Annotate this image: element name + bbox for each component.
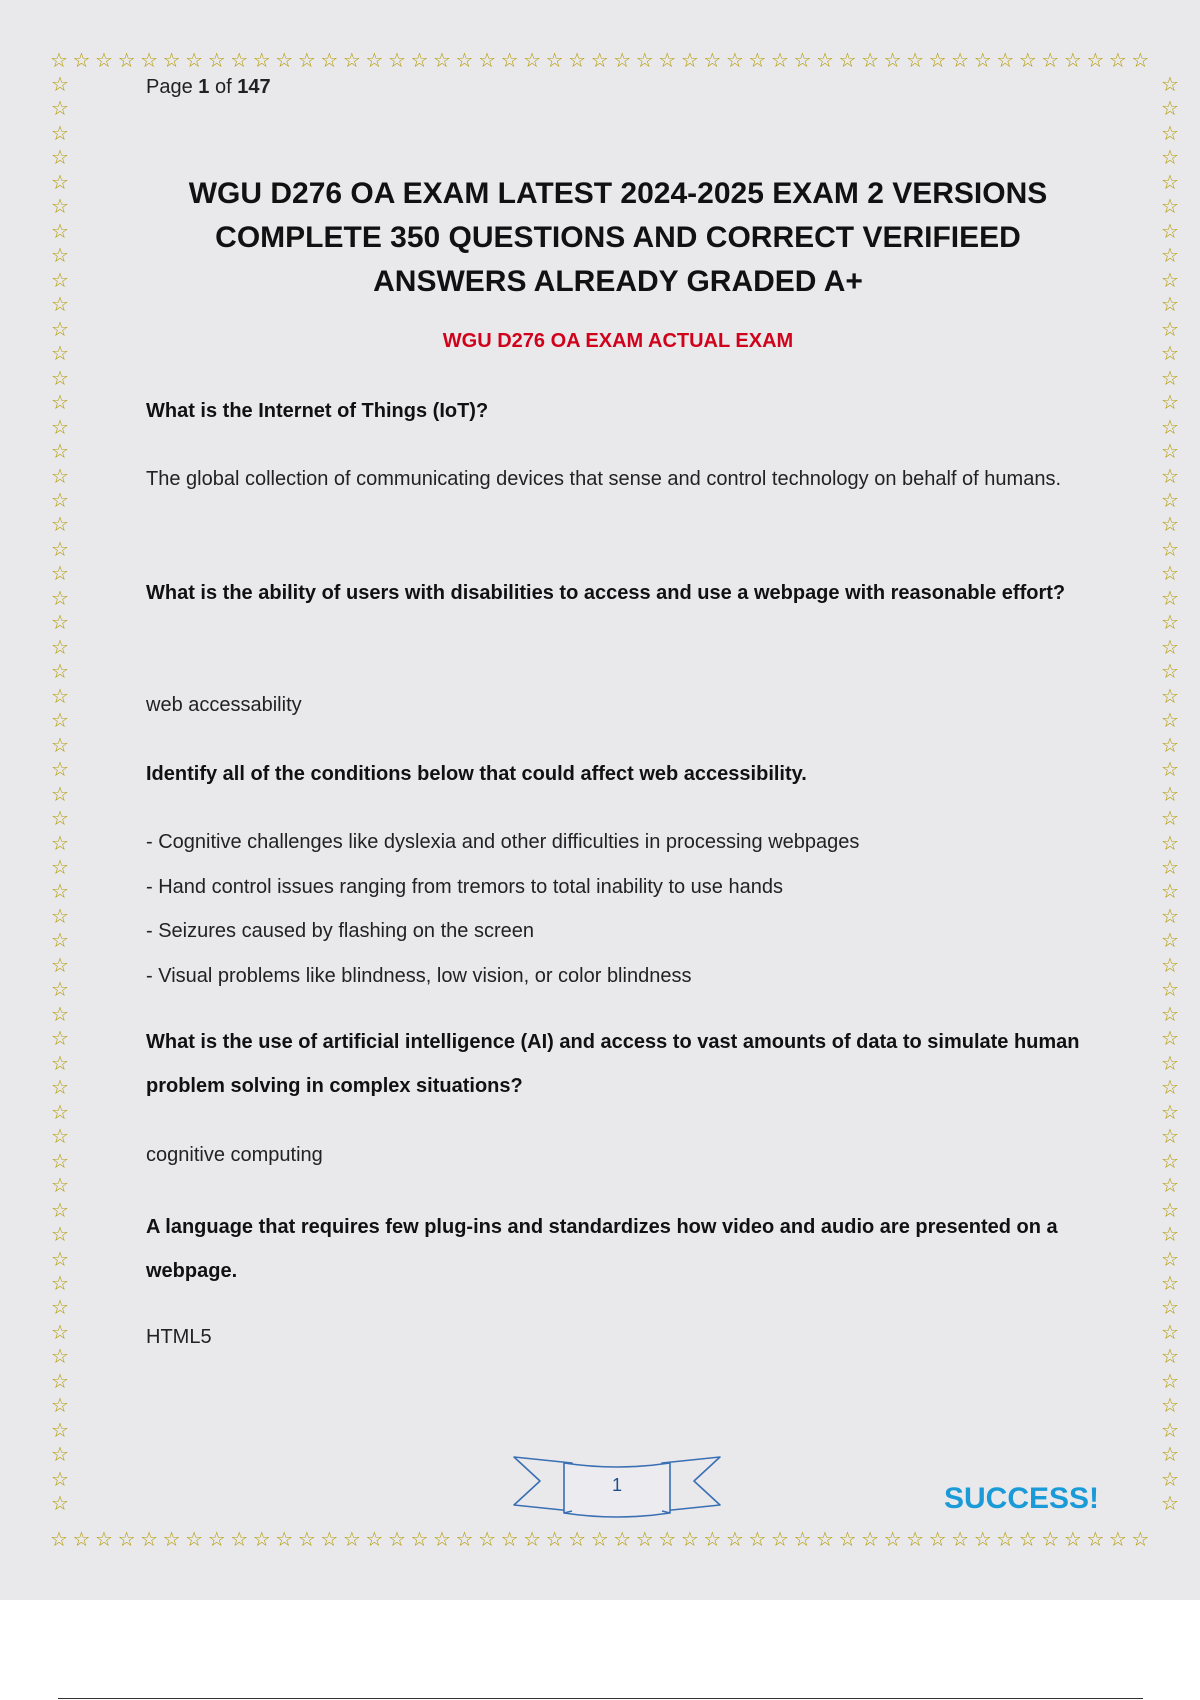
border-star-icon: ☆ <box>1161 1075 1179 1100</box>
border-star-icon: ☆ <box>1161 316 1179 341</box>
border-star-icon: ☆ <box>51 708 69 733</box>
border-star-icon: ☆ <box>1161 536 1179 561</box>
border-star-icon: ☆ <box>51 74 69 96</box>
star-border-top: ☆☆☆☆☆☆☆☆☆☆☆☆☆☆☆☆☆☆☆☆☆☆☆☆☆☆☆☆☆☆☆☆☆☆☆☆☆☆☆☆☆☆☆☆☆☆☆☆☆ <box>50 50 1154 72</box>
border-star-icon: ☆ <box>1161 683 1179 708</box>
border-star-icon: ☆ <box>1161 879 1179 904</box>
border-star-icon: ☆ <box>51 634 69 659</box>
question-1: What is the Internet of Things (IoT)? <box>146 400 489 422</box>
border-star-icon: ☆ <box>51 96 69 121</box>
border-star-icon: ☆ <box>51 855 69 879</box>
border-star-icon: ☆ <box>51 879 69 904</box>
border-star-icon: ☆ <box>1161 1197 1179 1222</box>
border-star-icon: ☆ <box>1161 659 1179 684</box>
page-word: Page <box>146 76 193 98</box>
border-star-icon: ☆ <box>51 292 69 317</box>
border-star-icon: ☆ <box>1161 1026 1179 1051</box>
total-pages: 147 <box>237 76 271 98</box>
border-star-icon: ☆ <box>51 1124 69 1149</box>
border-star-icon: ☆ <box>1161 74 1179 96</box>
border-star-icon: ☆ <box>1161 585 1179 610</box>
border-star-icon: ☆ <box>1161 757 1179 782</box>
border-star-icon: ☆ <box>51 439 69 464</box>
border-star-icon: ☆ <box>51 1148 69 1173</box>
border-star-icon: ☆ <box>1161 218 1179 243</box>
border-star-icon: ☆ <box>1161 1417 1179 1442</box>
border-star-icon: ☆ <box>51 610 69 635</box>
border-star-icon: ☆ <box>1161 903 1179 928</box>
border-star-icon: ☆ <box>1161 1344 1179 1369</box>
border-star-icon: ☆ <box>1161 365 1179 390</box>
border-star-icon: ☆ <box>51 1344 69 1369</box>
border-star-icon: ☆ <box>1161 952 1179 977</box>
border-star-icon: ☆ <box>51 1222 69 1247</box>
page-counter <box>146 76 271 99</box>
border-star-icon: ☆ <box>1161 292 1179 317</box>
border-star-icon: ☆ <box>1161 855 1179 879</box>
border-star-icon: ☆ <box>51 1270 69 1295</box>
border-star-icon: ☆ <box>51 487 69 512</box>
border-star-icon: ☆ <box>51 218 69 243</box>
border-star-icon: ☆ <box>51 683 69 708</box>
border-star-icon: ☆ <box>1161 414 1179 439</box>
border-star-icon: ☆ <box>51 781 69 806</box>
border-star-icon: ☆ <box>51 1099 69 1124</box>
border-star-icon: ☆ <box>51 561 69 586</box>
border-star-icon: ☆ <box>51 1075 69 1100</box>
border-star-icon: ☆ <box>51 512 69 537</box>
title-line-1: WGU D276 OA EXAM LATEST 2024-2025 EXAM 2 VERSIONS <box>188 177 1048 210</box>
border-star-icon: ☆ <box>51 341 69 366</box>
border-star-icon: ☆ <box>1161 732 1179 757</box>
border-star-icon: ☆ <box>51 1417 69 1442</box>
border-star-icon: ☆ <box>1161 512 1179 537</box>
border-star-icon: ☆ <box>51 145 69 170</box>
star-border-left <box>51 74 75 1514</box>
answer-3-line-4: - Visual problems like blindness, low vision, or color blindness <box>146 965 692 987</box>
border-star-icon: ☆ <box>51 243 69 268</box>
border-star-icon: ☆ <box>51 830 69 855</box>
border-star-icon: ☆ <box>1161 487 1179 512</box>
border-star-icon: ☆ <box>1161 806 1179 831</box>
border-star-icon: ☆ <box>51 1442 69 1467</box>
border-star-icon: ☆ <box>51 903 69 928</box>
border-star-icon: ☆ <box>1161 1099 1179 1124</box>
border-star-icon: ☆ <box>1161 169 1179 194</box>
footer-page-number: 1 <box>611 1475 622 1495</box>
border-star-icon: ☆ <box>51 757 69 782</box>
border-star-icon: ☆ <box>1161 1442 1179 1467</box>
border-star-icon: ☆ <box>51 1001 69 1026</box>
border-star-icon: ☆ <box>1161 194 1179 219</box>
border-star-icon: ☆ <box>51 1295 69 1320</box>
border-star-icon: ☆ <box>1161 634 1179 659</box>
border-star-icon: ☆ <box>51 1393 69 1418</box>
border-star-icon: ☆ <box>1161 1246 1179 1271</box>
border-star-icon: ☆ <box>1161 561 1179 586</box>
border-star-icon: ☆ <box>51 1319 69 1344</box>
border-star-icon: ☆ <box>51 1026 69 1051</box>
border-star-icon: ☆ <box>1161 145 1179 170</box>
border-star-icon: ☆ <box>1161 267 1179 292</box>
border-star-icon: ☆ <box>1161 1491 1179 1514</box>
question-3: Identify all of the conditions below that could affect web accessibility. <box>146 763 807 785</box>
star-border-right <box>1161 74 1185 1514</box>
page-number-ribbon <box>512 1453 722 1523</box>
border-star-icon: ☆ <box>1161 1148 1179 1173</box>
border-star-icon: ☆ <box>51 414 69 439</box>
border-star-icon: ☆ <box>51 120 69 145</box>
question-4: What is the use of artificial intelligence (AI) and access to vast amounts of data to simulate human problem solving in complex situations? <box>146 1031 1080 1097</box>
success-label: SUCCESS! <box>944 1482 1100 1515</box>
border-star-icon: ☆ <box>51 536 69 561</box>
border-star-icon: ☆ <box>51 1197 69 1222</box>
border-star-icon: ☆ <box>51 1368 69 1393</box>
current-page: 1 <box>198 76 210 98</box>
border-star-icon: ☆ <box>1161 390 1179 415</box>
question-5: A language that requires few plug-ins and standardizes how video and audio are presented on a webpage. <box>146 1216 1058 1282</box>
border-star-icon: ☆ <box>1161 1050 1179 1075</box>
border-star-icon: ☆ <box>51 316 69 341</box>
border-star-icon: ☆ <box>51 585 69 610</box>
border-star-icon: ☆ <box>51 463 69 488</box>
answer-3-line-3: - Seizures caused by flashing on the screen <box>146 920 534 942</box>
border-star-icon: ☆ <box>51 1491 69 1514</box>
border-star-icon: ☆ <box>1161 463 1179 488</box>
border-star-icon: ☆ <box>51 806 69 831</box>
border-star-icon: ☆ <box>1161 1295 1179 1320</box>
border-star-icon: ☆ <box>51 267 69 292</box>
border-star-icon: ☆ <box>1161 1124 1179 1149</box>
bottom-rule <box>58 1698 1143 1699</box>
border-star-icon: ☆ <box>1161 96 1179 121</box>
answer-4: cognitive computing <box>146 1144 323 1166</box>
border-star-icon: ☆ <box>1161 928 1179 953</box>
border-star-icon: ☆ <box>1161 977 1179 1002</box>
border-star-icon: ☆ <box>1161 610 1179 635</box>
border-star-icon: ☆ <box>1161 439 1179 464</box>
star-border-bottom: ☆☆☆☆☆☆☆☆☆☆☆☆☆☆☆☆☆☆☆☆☆☆☆☆☆☆☆☆☆☆☆☆☆☆☆☆☆☆☆☆☆☆☆☆☆☆☆☆☆ <box>50 1529 1154 1551</box>
border-star-icon: ☆ <box>51 952 69 977</box>
answer-3-line-2: - Hand control issues ranging from tremors to total inability to use hands <box>146 876 783 898</box>
of-word: of <box>214 76 232 98</box>
answer-3-line-1: - Cognitive challenges like dyslexia and other difficulties in processing webpages <box>146 831 860 853</box>
border-star-icon: ☆ <box>1161 243 1179 268</box>
border-star-icon: ☆ <box>51 659 69 684</box>
border-star-icon: ☆ <box>1161 830 1179 855</box>
border-star-icon: ☆ <box>1161 1368 1179 1393</box>
border-star-icon: ☆ <box>51 390 69 415</box>
border-star-icon: ☆ <box>1161 1466 1179 1491</box>
border-star-icon: ☆ <box>1161 120 1179 145</box>
title-line-3: ANSWERS ALREADY GRADED A+ <box>373 265 863 298</box>
border-star-icon: ☆ <box>51 1246 69 1271</box>
border-star-icon: ☆ <box>1161 341 1179 366</box>
border-star-icon: ☆ <box>1161 1173 1179 1198</box>
answer-2: web accessability <box>146 694 302 716</box>
document-title <box>146 172 1090 304</box>
question-2: What is the ability of users with disabilities to access and use a webpage with reasonable effort? <box>146 582 1066 604</box>
border-star-icon: ☆ <box>1161 1270 1179 1295</box>
document-subtitle: WGU D276 OA EXAM ACTUAL EXAM <box>442 330 794 352</box>
title-line-2: COMPLETE 350 QUESTIONS AND CORRECT VERIFIEED <box>215 221 1021 254</box>
border-star-icon: ☆ <box>51 1466 69 1491</box>
border-star-icon: ☆ <box>51 1050 69 1075</box>
border-star-icon: ☆ <box>1161 708 1179 733</box>
border-star-icon: ☆ <box>1161 1001 1179 1026</box>
border-star-icon: ☆ <box>51 169 69 194</box>
answer-5: HTML5 <box>146 1326 212 1348</box>
border-star-icon: ☆ <box>51 732 69 757</box>
border-star-icon: ☆ <box>51 194 69 219</box>
answer-1: The global collection of communicating devices that sense and control technology on behalf of humans. <box>146 468 1061 490</box>
border-star-icon: ☆ <box>1161 1222 1179 1247</box>
border-star-icon: ☆ <box>51 365 69 390</box>
border-star-icon: ☆ <box>51 977 69 1002</box>
border-star-icon: ☆ <box>1161 781 1179 806</box>
border-star-icon: ☆ <box>51 928 69 953</box>
border-star-icon: ☆ <box>51 1173 69 1198</box>
border-star-icon: ☆ <box>1161 1393 1179 1418</box>
border-star-icon: ☆ <box>1161 1319 1179 1344</box>
